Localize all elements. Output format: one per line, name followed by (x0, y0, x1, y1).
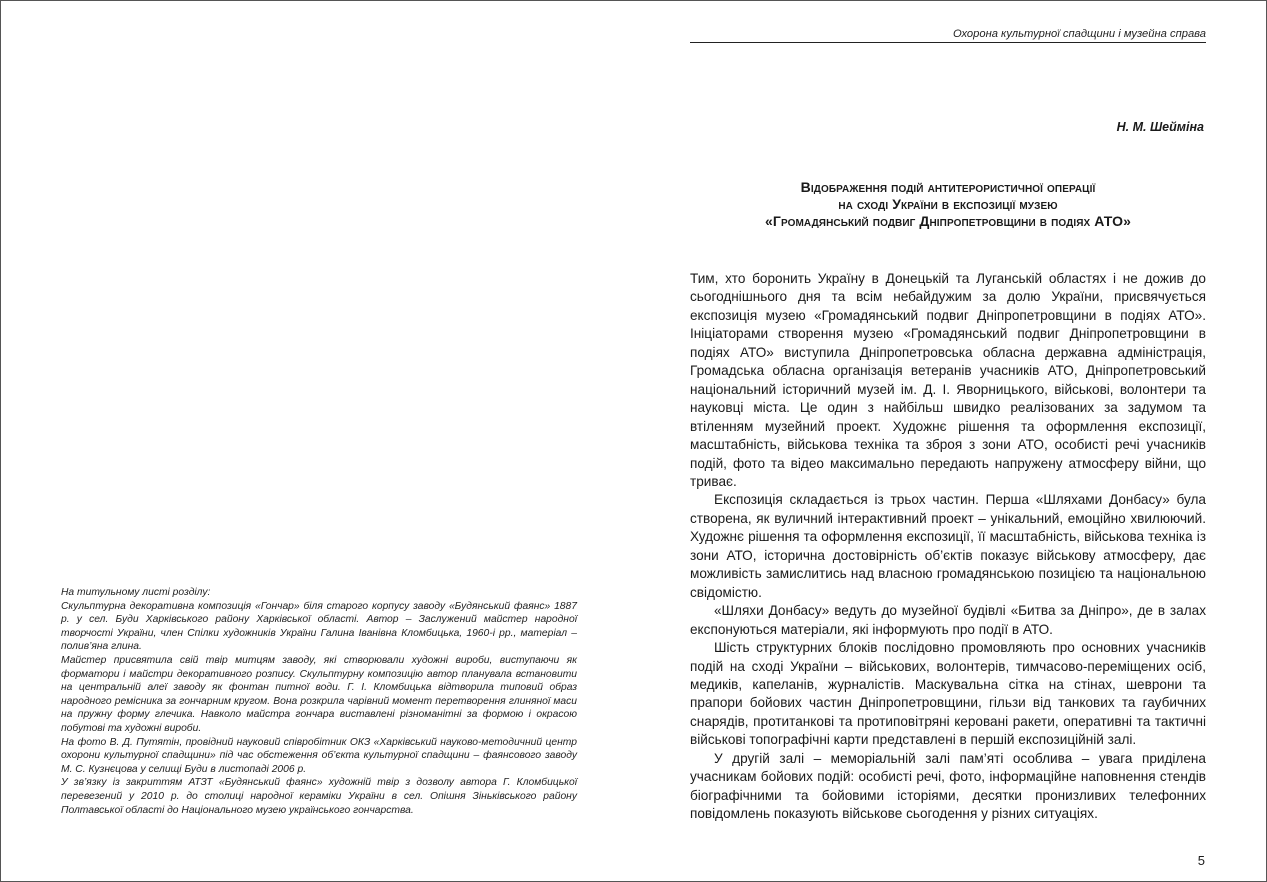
body-paragraph: Шість структурних блоків послідовно промовляють про основних учасників подій на сході України – військових, волонтерів, тимчасово-переміщених осіб, медиків, капеланів, журналістів. Маскувальна сітка на стінах, шеврони та прапори бойових частин Дніпропетровщини, гільзи від танкових та гаубичних снарядів, протитанкові та протиповітряні керовані ракети, оперативні та тактичні військові топографічні карти представлені в першій експозиційній залі. (690, 640, 1206, 748)
title-line: на сході України в експозиції музею (838, 196, 1058, 212)
caption-paragraph: Скульптурна декоративна композиція «Гончар» біля старого корпусу заводу «Будянський фаянс» 1887 р. у сел. Буди Харківського району Харківської області. Автор – Заслужений майстер народної творчості України, член Спілки художників України Галина Іванівна Кломбицька, 1960-і рр., матеріал – полив’яна глина. (61, 600, 577, 653)
body-paragraph: «Шляхи Донбасу» ведуть до музейної будівлі «Битва за Дніпро», де в залах експонуються матеріали, які інформують про події в АТО. (690, 603, 1206, 637)
title-page-caption (61, 586, 577, 817)
caption-paragraph: На фото В. Д. Путятін, провідний науковий співробітник ОКЗ «Харківський науково-методичний центр охорони культурної спадщини» під час обстеження об’єкта культурної спадщини – фаянсового заводу М. С. Кузнєцова у селищі Буди в листопаді 2006 р. (61, 736, 577, 775)
caption-heading: На титульному листі розділу: (61, 587, 211, 598)
page-number: 5 (1197, 853, 1205, 868)
title-line: «Громадянський подвиг Дніпропетровщини в подіях АТО» (765, 213, 1131, 229)
body-paragraph: Експозиція складається із трьох частин. Перша «Шляхами Донбасу» була створена, як вуличний інтерактивний проект – унікальний, емоційно хвилюючий. Художнє рішення та оформлення експозиції, її масштабність, військова техніка із зони АТО, історична достовірність об’єктів показує військову атмосферу, дає можливість замислитись над власною громадянською позицією та національною свідомістю. (690, 492, 1206, 600)
article-author: Н. М. Шейміна (1116, 120, 1204, 134)
running-header: Охорона культурної спадщини і музейна справа (690, 28, 1206, 43)
caption-paragraph: Майстер присвятила свій твір митцям заводу, які створювали художні вироби, виступаючи як форматори і майстри декоративного розпису. Скульптурну композицію автор планувала встановити на центральній алеї заводу як фонтан питної води. Г. І. Кломбицька відтворила типовий образ народного ремісника за гончарним кругом. Вона розкрила чарівний момент перетворення глиняної маси на пружну форму глечика. Навколо майстра гончара виставлені різноманітні за формою і окрасою побутові та художні вироби. (61, 654, 577, 734)
right-page (635, 1, 1266, 881)
article-body (690, 270, 1206, 824)
caption-paragraph: У зв’язку із закриттям АТЗТ «Будянський фаянс» художній твір з дозволу автора Г. Кломбицької перевезений у 2010 р. до столиці народної кераміки України в сел. Опішня Зіньківського району Полтавської області до Національного музею українського гончарства. (61, 777, 577, 816)
body-paragraph: Тим, хто боронить Україну в Донецькій та Луганській областях і не дожив до сьогоднішнього дня та всім небайдужим за долю України, присвячується експозиція музею «Громадянський подвиг Дніпропетровщини в подіях АТО». Ініціаторами створення музею «Громадянський подвиг Дніпропетровщини в подіях АТО» виступила Дніпропетровська обласна державна адміністрація, Громадська обласна організація ветеранів учасників АТО, Дніпропетровський національний історичний музей ім. Д. І. Яворницького, військові, волонтери та науковці міста. Це один з найбільш швидко реалізованих за задумом та втіленням музейний проект. Художнє рішення та оформлення експозиції, масштабність, військова техніка та зброя з зони АТО, особисті речі учасників подій, фото та відео максимально передають напружену атмосферу війни, що триває. (690, 271, 1206, 489)
title-line: Відображення подій антитерористичної операції (800, 179, 1096, 195)
article-title (690, 179, 1206, 230)
body-paragraph: У другій залі – меморіальній залі пам’яті особлива – увага приділена учасникам бойових подій: особисті речі, фото, інформаційне наповнення стендів біографічними та бойовими історіями, десятки пронизливих телефонних повідомлень показують військове сьогодення у різних ситуаціях. (690, 750, 1206, 822)
left-page (1, 1, 635, 881)
